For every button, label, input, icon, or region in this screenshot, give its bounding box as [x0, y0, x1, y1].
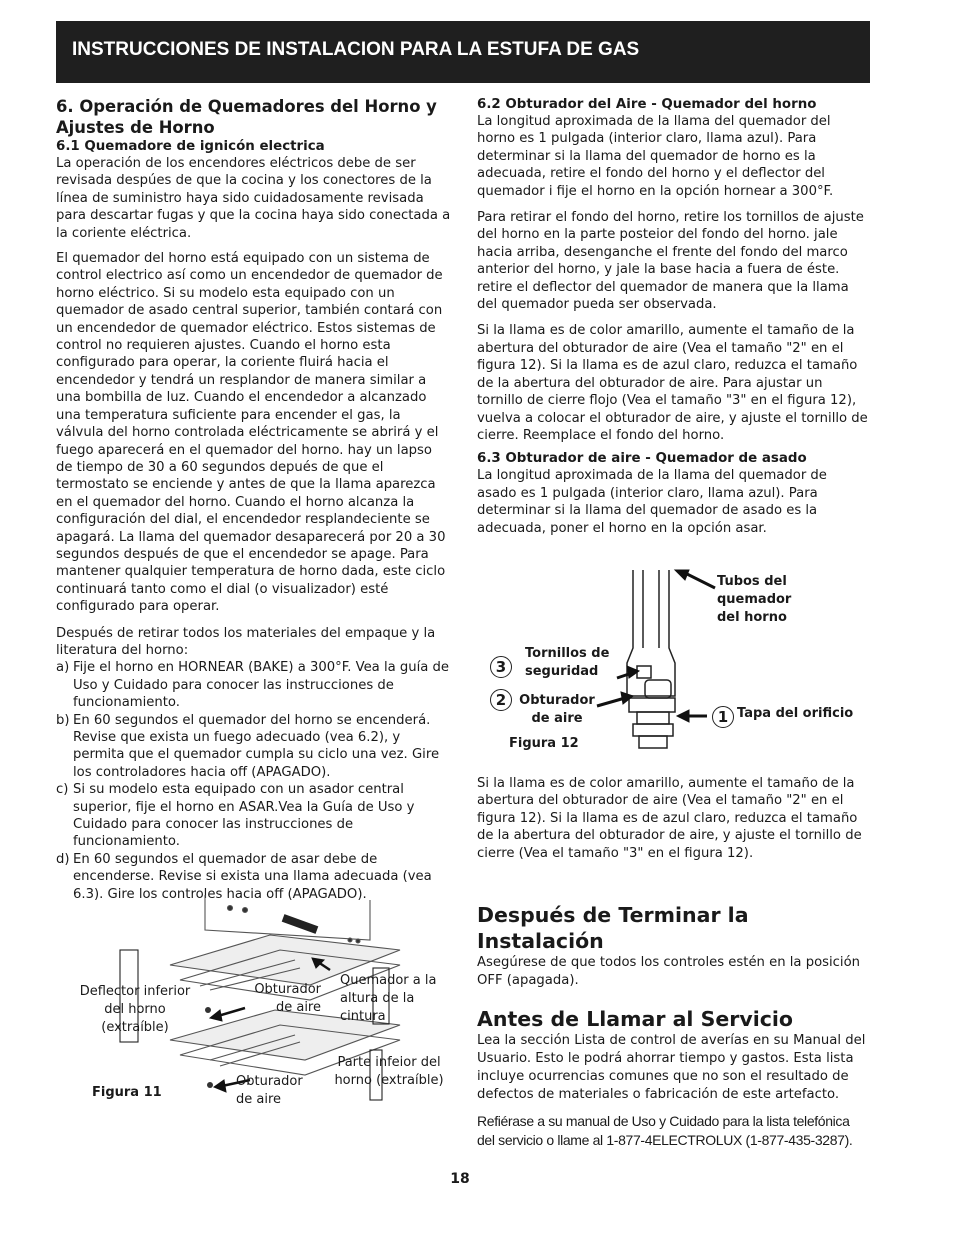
label-oven-bottom: Parte infeior del horno (extraíble): [334, 1055, 444, 1088]
paragraph: La operación de los encendores eléctricos debe de ser revisada despúes de que la cocina y los conectores de la línea de suministro haya sido cuidadosamente revisada para descartar fugas y que la cocina haya sido conectada a la coriente eléctrica.: [56, 156, 451, 241]
service-title: Antes de Llamar al Servicio: [477, 1007, 794, 1031]
right-column-lower: [477, 775, 870, 871]
paragraph: La longitud aproximada de la llama del quemador del horno es 1 pulgada (interior claro, llama azul). Para determinar si la llama del quemador de horno es la adecuada, retire el fondo del horno y el deflector del quemador i fije el horno en la opción hornear a 300°F.: [477, 114, 834, 199]
steps-list: [56, 659, 451, 903]
list-marker: b): [56, 712, 70, 728]
paragraph: La longitud aproximada de la llama del quemador de asado es 1 pulgada (interior claro, llama azul). Para determinar si la llama del quemador de asado es la adecuada, poner el horno en la opción asar.: [477, 468, 827, 536]
list-item: [56, 781, 451, 851]
list-marker: c): [56, 782, 69, 798]
right-column: [477, 96, 870, 546]
list-text: En 60 segundos el quemador de asar debe de encenderse. Revise si exista una llama adecuada (vea 6.3). Gire los controles hacia off (APAGADO).: [73, 851, 432, 902]
label-waist-burner: Quemador a la altura de la cintura: [340, 973, 437, 1024]
figure-12: [477, 568, 870, 763]
section-6-2-title: 6.2 Obturador del Aire - Quemador del horno: [477, 97, 817, 112]
paragraph: Si la llama es de color amarillo, aumente el tamaño de la abertura del obturador de aire (Vea el tamaño "2" en el figura 12). Si la llama es de azul claro, reduzca el tamaño de la abertura del obturador de aire. Para ajustar un tornillo de cierre flojo (Vea el tamaño "3" en el figura 12), vuelva a colocar el obturador de aire, y ajuste el tornillo de cierre. Reemplace el fondo del horno.: [477, 323, 868, 443]
after-title: Después de Terminar la Instalación: [477, 903, 749, 953]
list-text: Si su modelo esta equipado con un asador central superior, fije el horno en ASAR.Vea la Guía de Uso y Cuidado para conocer las instrucciones de funcionamiento.: [73, 782, 415, 850]
figure-11: [70, 890, 460, 1120]
list-text: En 60 segundos el quemador del horno se encenderá. Revise que exista un fuego adecuado (vea 6.2), y permita que el quemador cumpla su ciclo una vez. Gire los controladores hacia off (APAGADO).: [73, 712, 440, 780]
callout-1: 1: [712, 706, 734, 728]
paragraph: El quemador del horno está equipado con un sistema de control electrico así como un encendedor de quemador de horno eléctrico. Si su modelo esta equipado con un quemador de asado central superior, también contará con un encendedor de quemador eléctrico. Estos sistemas de control no requieren ajustes. Cuando el horno esta configurado para operar, la coriente fluirá hacia el encendedor y tendrá un resplandor de manera similar a una bombilla de luz. Cuando el encendedor a alcanzado una temperatura suficiente para encender el gas, la válvula del horno controlada eléctricamente se abrirá y el fuego aparecerá en el quemador del horno. hay un lapso de tiempo de 30 a 60 segundos depués de que el termostato se enciende y antes de que la llama aparezca en el quemador del horno. Cuando el horno alcanza la configuración del dial, el encendedor resplandeciente se apagará. La llama del quemador desaparecerá por 20 a 30 segundos después de que el encendedor se apage. Para mantener qualquier temperatura de horno dada, este ciclo continuará tanto como el dial (o visualizador) esté configurado para operar.: [56, 251, 446, 615]
callout-3: 3: [490, 656, 512, 678]
list-item: [56, 712, 451, 782]
section-6-title: 6. Operación de Quemadores del Horno y Ajustes de Horno: [56, 97, 437, 137]
after-text: Asegúrese de que todos los controles estén en la posición OFF (apagada).: [477, 955, 861, 988]
label-screws: Tornillos de seguridad: [525, 646, 610, 679]
service-text: Lea la sección Lista de control de averías en su Manual del Usuario. Esto le podrá ahorrar tiempo y gastos. Esta lista incluye ocurrencias comunes que no son el resultado de defectos de materiales o fabricación de este artefacto.: [477, 1033, 866, 1102]
label-deflector: Deflector inferior del horno (extraíble): [79, 984, 191, 1035]
label-orifice: Tapa del orificio: [737, 706, 854, 721]
header-title: INSTRUCCIONES DE INSTALACION PARA LA ESTUFA DE GAS: [72, 39, 640, 60]
after-section: [477, 902, 870, 1158]
left-column: [56, 96, 451, 903]
callout-2: 2: [490, 689, 512, 711]
service-phone-text: Refiérase a su manual de Uso y Cuidado para la lista telefónica del servicio o llame al 1-877-4ELECTROLUX (1-877-435-3287).: [477, 1113, 853, 1148]
paragraph: Después de retirar todos los materiales del empaque y la literatura del horno:: [56, 625, 436, 658]
label-shutter: Obturador de aire: [519, 693, 595, 726]
figure-12-caption: Figura 12: [509, 736, 579, 751]
paragraph: Si la llama es de color amarillo, aumente el tamaño de la abertura del obturador de aire (Vea el tamaño "2" en el figura 12). Si la llama es de azul claro, reduzca el tamaño de la abertura del obturador de aire, y ajuste el tornillo de cierre (Vea el tamaño "3" en el figura 12).: [477, 776, 862, 861]
label-tubes: Tubos del quemador del horno: [717, 574, 792, 625]
section-6-3-title: 6.3 Obturador de aire - Quemador de asado: [477, 451, 807, 467]
figure-11-caption: Figura 11: [92, 1085, 162, 1100]
list-text: Fije el horno en HORNEAR (BAKE) a 300°F. Vea la guía de Uso y Cuidado para conocer las instrucciones de funcionamiento.: [73, 660, 450, 711]
label-shutter-top: Obturador de aire: [254, 982, 321, 1015]
list-marker: d): [56, 851, 70, 867]
header-banner: [56, 21, 870, 83]
list-item: [56, 659, 451, 711]
page-number: 18: [450, 1171, 470, 1187]
paragraph: Para retirar el fondo del horno, retire los tornillos de ajuste del horno en la parte posteior del fondo del horno. jale hacia arriba, desenganche el frente del fondo del marco anterior del horno, y jale la base hacia a fuera de éste. retire el deflector del quemador de manera que la llama del quemador pueda ser observada.: [477, 210, 864, 313]
label-shutter-bottom: Obturador de aire: [236, 1074, 303, 1107]
list-marker: a): [56, 660, 70, 676]
section-6-1-title: 6.1 Quemadore de ignicón electrica: [56, 139, 325, 154]
